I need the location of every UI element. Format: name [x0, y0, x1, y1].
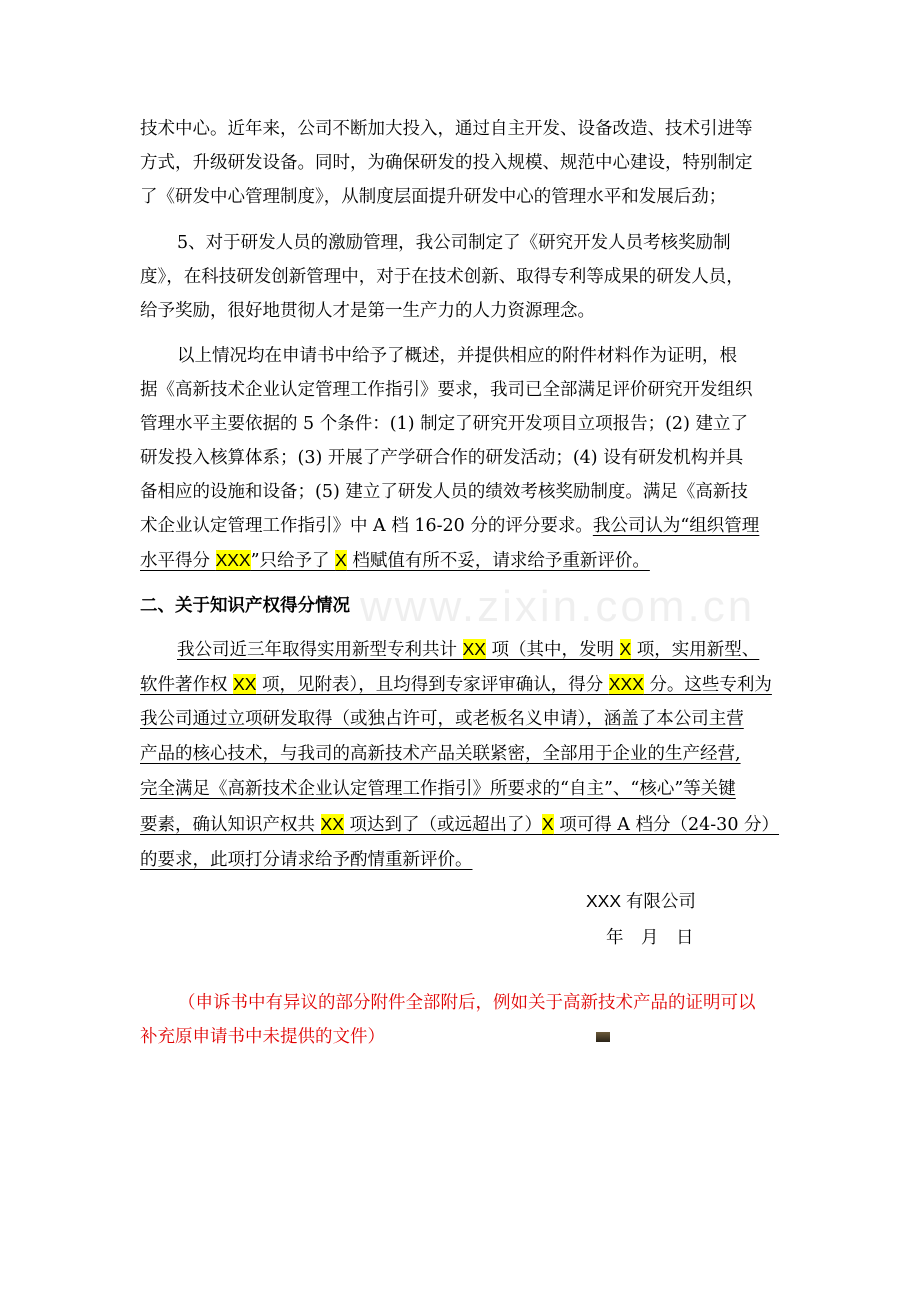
para3-line4: 研发投入核算体系；(3) 开展了产学研合作的研发活动；(4) 设有研发机构并具 [140, 448, 744, 468]
highlight-placeholder-score: XXX [215, 550, 251, 570]
para3-line1: 以上情况均在申请书中给予了概述，并提供相应的附件材料作为证明，根 [177, 346, 737, 366]
para3-line6 [140, 513, 759, 539]
para3-line7-text-b: ”只给予了 [250, 551, 336, 571]
para4-line5: 完全满足《高新技术企业认定管理工作指引》所要求的“自主”、“核心”等关键 [140, 779, 736, 799]
para4-line4: 产品的核心技术，与我司的高新技术产品关联紧密，全部用于企业的生产经营, [140, 744, 741, 764]
para3-line7 [140, 547, 650, 573]
section2-heading: 二、关于知识产权得分情况 [140, 596, 350, 616]
para4-line3: 我公司通过立项研发取得（或独占许可，或老板名义申请），涵盖了本公司主营 [140, 709, 744, 729]
para2-line2: 度》，在科技研发创新管理中，对于在技术创新、取得专利等成果的研发人员， [140, 267, 744, 287]
note-line2: 补充原申请书中未提供的文件） [140, 1027, 385, 1047]
para3-line6-plain: 术企业认定管理工作指引》中 A 档 16-20 分的评分要求。 [140, 516, 593, 536]
highlight-placeholder-ip-total: XX [320, 814, 344, 834]
para4-line6 [140, 811, 779, 837]
small-stamp-image [596, 1032, 610, 1042]
signature-date: 年 月 日 [606, 928, 694, 948]
para2-line1: 5、对于研发人员的激励管理，我公司制定了《研究开发人员考核奖励制 [177, 233, 731, 253]
para4-line7: 的要求，此项打分请求给予酌情重新评价。 [140, 850, 473, 870]
para2-line3: 给予奖励，很好地贯彻人才是第一生产力的人力资源理念。 [140, 301, 595, 321]
para1-line2: 方式，升级研发设备。同时，为确保研发的投入规模、规范中心建设，特别制定 [140, 153, 753, 173]
para4-line1-text-c: 项，实用新型、 [631, 640, 760, 660]
para4-line2-text-a: 软件著作权 [140, 675, 234, 695]
para3-line2: 据《高新技术企业认定管理工作指引》要求，我司已全部满足评价研究开发组织 [140, 380, 753, 400]
para4-line6-text-a: 要素，确认知识产权共 [140, 815, 321, 835]
para3-line7-text-c: 档赋值有所不妥，请求给予重新评价。 [346, 551, 650, 571]
highlight-placeholder-software-count: XX [233, 674, 257, 694]
para4-line2-text-c: 分。这些专利为 [643, 675, 772, 695]
para3-line6-underlined: 我公司认为“组织管理 [592, 516, 760, 536]
para1-line3: 了《研发中心管理制度》，从制度层面提升研发中心的管理水平和发展后劲； [140, 187, 727, 207]
para4-line2-text-b: 项，见附表），且均得到专家评审确认，得分 [256, 675, 609, 695]
para4-line1-text-b: 项（其中，发明 [485, 640, 620, 660]
para4-line6-text-c: 项可得 A 档分（24-30 分） [553, 815, 780, 835]
para1-line1: 技术中心。近年来，公司不断加大投入，通过自主开发、设备改造、技术引进等 [140, 119, 753, 139]
para4-line2 [140, 671, 772, 697]
highlight-placeholder-grade: X [335, 550, 347, 570]
watermark: www.zixin.com.cn [360, 582, 756, 631]
para3-line3: 管理水平主要依据的 5 个条件：(1) 制定了研究开发项目立项报告；(2) 建立了 [140, 414, 748, 434]
para3-line7-text-a: 水平得分 [140, 551, 216, 571]
para3-line5: 备相应的设施和设备；(5) 建立了研发人员的绩效考核奖励制度。满足《高新技 [140, 482, 748, 502]
para4-line1-text-a: 我公司近三年取得实用新型专利共计 [177, 640, 463, 660]
highlight-placeholder-qualified-count: X [541, 814, 554, 834]
highlight-placeholder-invention-count: X [619, 639, 632, 659]
highlight-placeholder-patent-count: XX [462, 639, 486, 659]
signature-company: XXX 有限公司 [586, 891, 696, 911]
highlight-placeholder-ip-score: XXX [608, 674, 644, 694]
para4-line6-text-b: 项达到了（或远超出了） [343, 815, 542, 835]
note-line1: （申诉书中有异议的部分附件全部附后，例如关于高新技术产品的证明可以 [178, 993, 756, 1013]
para4-line1 [177, 636, 759, 662]
